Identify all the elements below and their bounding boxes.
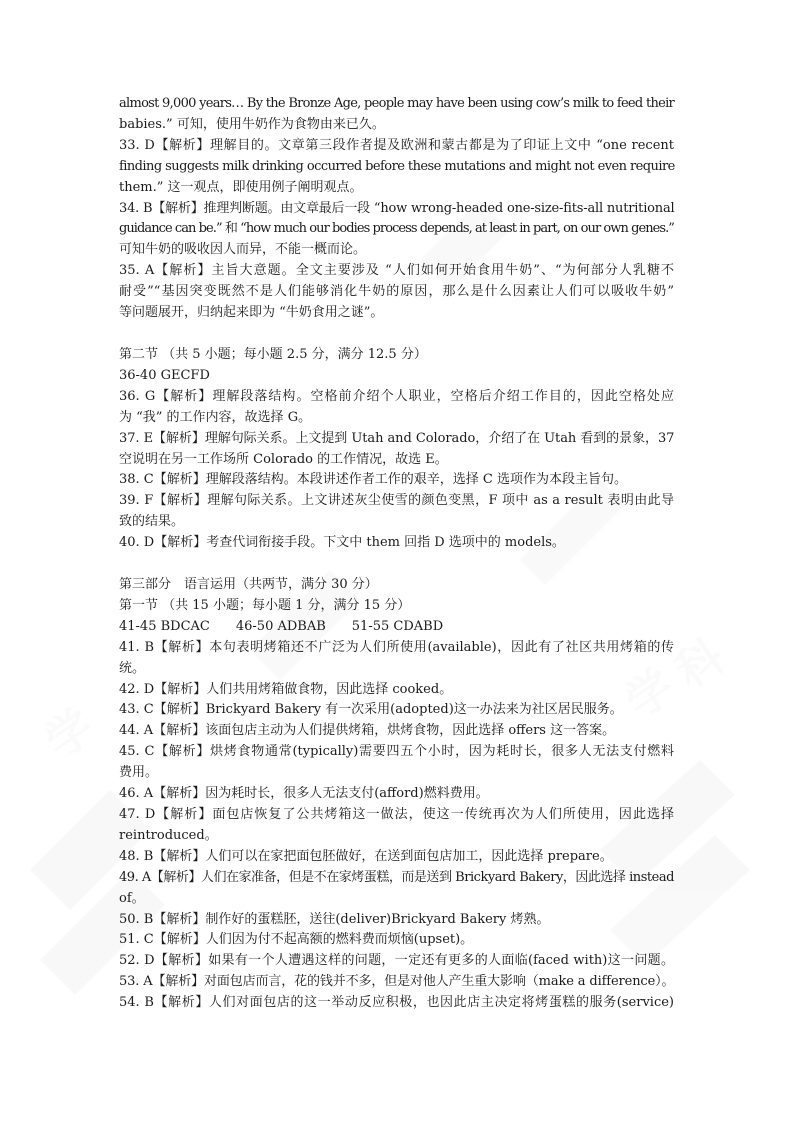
svg-text:学: 学 [615, 658, 684, 730]
text-line: babies.” 可知，使用牛奶作为食物由来已久。 [119, 116, 385, 132]
text-line: 费用。 [119, 765, 159, 781]
text-line: 47. D【解析】面包店恢复了公共烤箱这一做法，使这一传统再次为人们所使用，因此选择 [119, 807, 674, 822]
text-line: 37. E【解析】理解句际关系。上文提到 Utah and Colorado，介绍了在 Utah 看到的景象，37 [119, 430, 675, 446]
text-line: 40. D【解析】考查代词衔接手段。下文中 them 回指 D 选项中的 models。 [119, 535, 565, 551]
text-line: 52. D【解析】如果有一个人遭遇这样的问题，一定还有更多的人面临(faced with)这一问题。 [119, 953, 674, 969]
text-line: reintroduced。 [119, 827, 218, 843]
text-line: 38. C【解析】理解段落结构。本段讲述作者工作的艰辛，选择 C 选项作为本段主旨句。 [119, 472, 627, 488]
text-line: 45. C【解析】烘烤食物通常(typically)需要四五个小时，因为耗时长，很多人无法支付燃料 [119, 744, 674, 760]
section-title: 第一节 （共 15 小题；每小题 1 分，满分 15 分） [119, 597, 411, 613]
text-line: 为 “我” 的工作内容，故选择 G。 [119, 409, 312, 425]
text-line: 46. A【解析】因为耗时长，很多人无法支付(afford)燃料费用。 [119, 786, 489, 802]
text-line: 等问题展开，归纳起来即为 “牛奶食用之谜”。 [119, 305, 384, 321]
text-line: 39. F【解析】理解句际关系。上文讲述灰尘使雪的颜色变黑，F 项中 as a result 表明由此导 [119, 493, 674, 509]
text-line: 53. A【解析】对面包店而言，花的钱并不多，但是对他人产生重大影响（make a difference）。 [119, 974, 675, 990]
text-line: 41. B【解析】本句表明烤箱还不广泛为人们所使用(available)，因此有了社区共用烤箱的传 [119, 639, 674, 655]
text-line: 48. B【解析】人们可以在家把面包胚做好，在送到面包店加工，因此选择 prepare。 [119, 848, 613, 864]
text-line: 36. G【解析】理解段落结构。空格前介绍个人职业，空格后介绍工作目的，因此空格处应 [119, 388, 674, 404]
text-line: 43. C【解析】Brickyard Bakery 有一次采用(adopted)这一办法来为社区居民服务。 [119, 702, 623, 718]
text-line: 50. B【解析】制作好的蛋糕胚，送往(deliver)Brickyard Bakery 烤熟。 [119, 911, 550, 927]
text-line: 49. A【解析】人们在家准备，但是不在家烤蛋糕，而是送到 Brickyard Bakery，因此选择 instead [119, 869, 674, 885]
text-line: 空说明在另一工作场所 Colorado 的工作情况，故选 E。 [119, 451, 448, 467]
section-title: 第二节 （共 5 小题；每小题 2.5 分，满分 12.5 分） [119, 346, 427, 362]
text-line: 51. C【解析】人们因为付不起高额的燃料费而烦恼(upset)。 [119, 932, 474, 948]
text-line: 33. D【解析】理解目的。文章第三段作者提及欧洲和蒙古都是为了印证上文中 “one recent [119, 137, 674, 153]
answer-key: 41-45 BDCAC 46-50 ADBAB 51-55 CDABD [119, 618, 444, 634]
text-line: 42. D【解析】人们共用烤箱做食物，因此选择 cooked。 [119, 681, 453, 697]
text-line: guidance can be.” 和 “how much our bodies process depends, at least in part, on our own genes.” [119, 221, 674, 237]
answer-key: 36-40 GECFD [119, 367, 210, 383]
text-line: 统。 [119, 660, 146, 676]
text-line: 35. A【解析】主旨大意题。全文主要涉及 “人们如何开始食用牛奶”、“为何部分人乳糖不 [119, 263, 674, 279]
paragraph-gap [119, 324, 674, 345]
text-line: 可知牛奶的吸收因人而异，不能一概而论。 [119, 242, 367, 258]
svg-text:科: 科 [665, 628, 734, 700]
text-line: almost 9,000 years… By the Bronze Age, people may have been using cow’s milk to feed their [119, 96, 674, 111]
paragraph-gap [119, 554, 674, 575]
text-line: 耐受”“基因突变既然不是人们能够消化牛奶的原因，那么是什么因素让人们可以吸收牛奶” [119, 284, 674, 300]
text-line: of。 [119, 890, 145, 906]
text-line: 34. B【解析】推理判断题。由文章最后一段 “how wrong-headed one-size-fits-all nutritional [119, 200, 675, 216]
text-line: 致的结果。 [119, 514, 185, 530]
svg-text:学: 学 [35, 698, 104, 770]
text-line: 44. A【解析】该面包店主动为人们提供烤箱，烘烤食物，因此选择 offers 这一答案。 [119, 723, 616, 739]
text-line: them.” 这一观点，即使用例子阐明观点。 [119, 179, 363, 195]
document-body [119, 94, 674, 1014]
text-line: 54. B【解析】人们对面包店的这一举动反应积极，也因此店主决定将烤蛋糕的服务(service) [119, 995, 674, 1011]
part-title: 第三部分 语言运用（共两节，满分 30 分） [119, 577, 378, 593]
text-line: finding suggests milk drinking occurred before these mutations and might not even require [119, 158, 675, 174]
